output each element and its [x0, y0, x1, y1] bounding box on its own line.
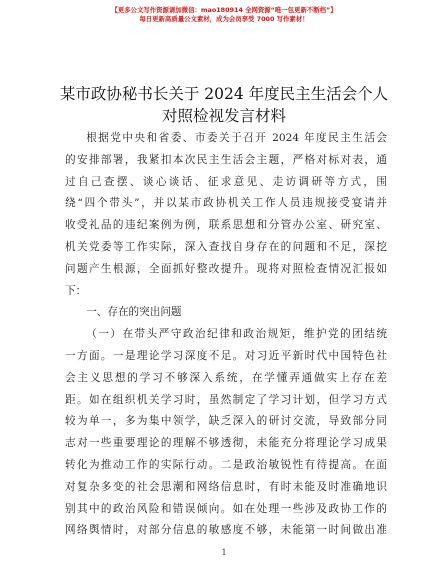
intro-line: 收受礼品的违纪案例为例，联系思想和分管办公室、研究室、 [65, 219, 387, 232]
intro-line: 下： [65, 284, 87, 297]
issue-line: 距。如在组织机关学习时，虽然制定了学习计划，但学习方式 [65, 393, 387, 406]
intro-paragraph [65, 128, 387, 302]
issue-line: 一方面。一是理论学习深度不足。对习近平新时代中国特色社 [65, 349, 387, 362]
intro-line: 过自己查摆、谈心谈话、征求意见、走访调研等方式，围 [65, 175, 387, 188]
promo-banner [0, 6, 448, 24]
promo-banner-line-1: 【更多公文写作资源请加微信：mao180914 全网资源“唯一包更新不断档”】 [111, 6, 337, 14]
title-line-1: 某市政协秘书长关于 2024 年度民主生活会个人 [59, 85, 389, 103]
section-heading: 一、存在的突出问题 [86, 306, 182, 319]
page-number: 1 [221, 548, 227, 557]
title-line-2: 对照检视发言材料 [161, 107, 286, 125]
intro-line: 根据党中央和省委、市委关于召开 2024 年度民主生活会 [86, 132, 387, 144]
document-body [65, 128, 387, 542]
promo-banner-line-2: 每日更新高质量公文素材，成为会员享受 7000 写作素材！ [139, 15, 309, 23]
issue-paragraph [65, 324, 387, 542]
issue-line: （一）在带头严守政治纪律和政治规矩，维护党的团结统 [86, 328, 387, 341]
issue-line: 会主义思想的学习不够深入系统，在学懂弄通做实上存在差 [65, 371, 387, 384]
issue-line: 志对一些重要理论的理解不够透彻，未能充分将理论学习成果 [65, 437, 387, 450]
issue-line: 较为单一，多为集中领学，缺乏深入的研讨交流，导致部分同 [65, 415, 387, 428]
document-title [0, 83, 448, 127]
intro-line: 绕“四个带头”，并以某市政协机关工作人员违规接受宴请并 [65, 197, 387, 210]
intro-line: 的安排部署，我紧扣本次民主生活会主题，严格对标对表，通 [65, 153, 387, 166]
issue-line: 对复杂多变的社会思潮和网络信息时，有时未能及时准确地识 [65, 480, 387, 493]
issue-line: 转化为推动工作的实际行动。二是政治敏锐性有待提高。在面 [65, 458, 387, 471]
intro-line: 问题产生根源，全面抓好整改提升。现将对照检查情况汇报如 [65, 262, 387, 275]
issue-line: 网络舆情时，对部分信息的敏感度不够，未能第一时间做出准 [65, 524, 387, 537]
issue-line: 别其中的政治风险和错误倾向。如在处理一些涉及政协工作的 [65, 502, 387, 515]
intro-line: 机关党委等工作实际，深入查找自身存在的问题和不足，深挖 [65, 240, 387, 253]
